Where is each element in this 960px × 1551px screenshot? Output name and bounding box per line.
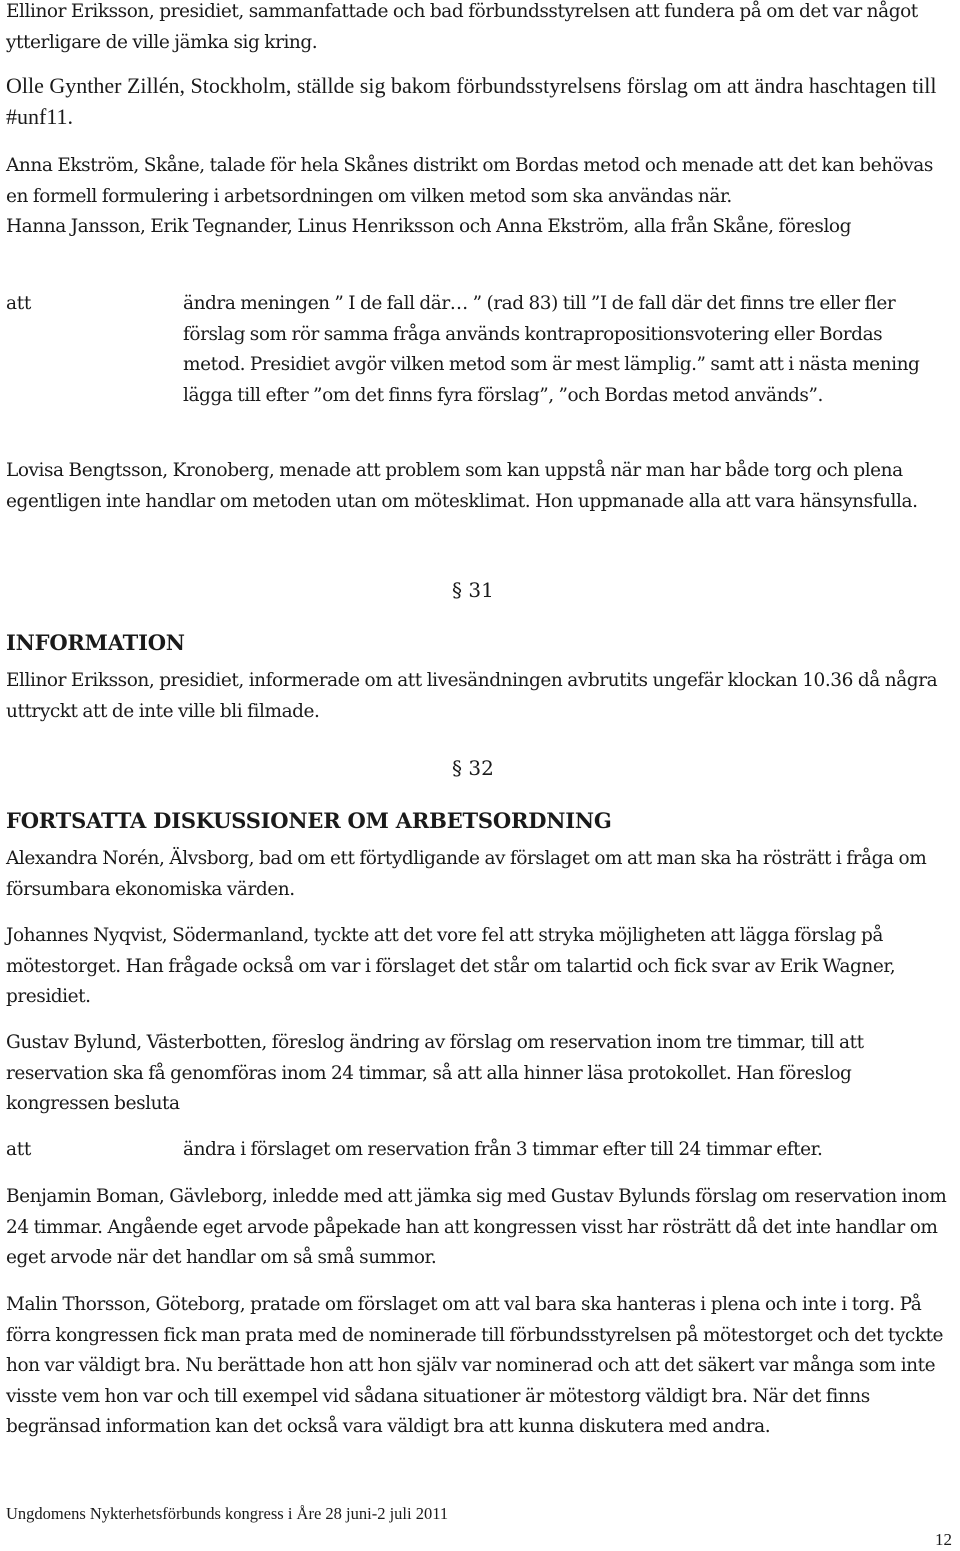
section-heading: INFORMATION xyxy=(6,630,185,655)
section-number: § 32 xyxy=(452,756,494,780)
paragraph: Ellinor Eriksson, presidiet, informerade om att livesändningen avbrutits ungefär klockan 10.36 då några uttryckt att de inte ville bli filmade. xyxy=(6,670,938,722)
section-number: § 31 xyxy=(452,578,494,602)
paragraph: Olle Gynther Zillén, Stockholm, ställde sig bakom förbundsstyrelsens förslag om att ändra haschtagen till #unf11. xyxy=(6,73,937,129)
paragraph: Gustav Bylund, Västerbotten, föreslog ändring av förslag om reservation inom tre timmar, till att reservation ska få genomföras inom 24 timmar, så att alla hinner läsa protokollet. Han föreslog kongressen besluta xyxy=(6,1032,864,1114)
motion-text: ändra i förslaget om reservation från 3 timmar efter till 24 timmar efter. xyxy=(183,1139,823,1160)
section-heading: FORTSATTA DISKUSSIONER OM ARBETSORDNING xyxy=(6,808,612,833)
paragraph: Ellinor Eriksson, presidiet, sammanfattade och bad förbundsstyrelsen att fundera på om det var något ytterligare de ville jämka sig kring. xyxy=(6,1,918,53)
paragraph: Anna Ekström, Skåne, talade för hela Skånes distrikt om Bordas metod och menade att det kan behövas en formell formulering i arbetsordningen om vilken metod som ska användas när. xyxy=(6,155,933,207)
paragraph: Lovisa Bengtsson, Kronoberg, menade att problem som kan uppstå när man har både torg och plena egentligen inte handlar om metoden utan om mötesklimat. Hon uppmanade alla att vara hänsynsfulla. xyxy=(6,460,918,512)
motion-att-label: att xyxy=(6,293,31,314)
page-number: 12 xyxy=(935,1530,952,1549)
motion-att-label: att xyxy=(6,1139,31,1160)
paragraph: Benjamin Boman, Gävleborg, inledde med att jämka sig med Gustav Bylunds förslag om reservation inom 24 timmar. Angående eget arvode påpekade han att kongressen visst har rösträtt då det inte handlar om eget arvode när det handlar om så små summor. xyxy=(6,1186,947,1268)
motion-text: ändra meningen ” I de fall där… ” (rad 83) till ”I de fall där det finns tre eller fler förslag som rör samma fråga används kontrapropositionsvotering eller Bordas metod. Presidiet avgör vilken metod som är mest lämplig.” samt att i nästa mening lägga till efter ”om det finns fyra förslag”, ”och Bordas metod används”. xyxy=(183,293,920,406)
paragraph: Alexandra Norén, Älvsborg, bad om ett förtydligande av förslaget om att man ska ha rösträtt i fråga om försumbara ekonomiska värden. xyxy=(6,848,927,900)
paragraph: Hanna Jansson, Erik Tegnander, Linus Henriksson och Anna Ekström, alla från Skåne, föreslog xyxy=(6,216,851,237)
paragraph: Malin Thorsson, Göteborg, pratade om förslaget om att val bara ska hanteras i plena och inte i torg. På förra kongressen fick man prata med de nominerade till förbundsstyrelsen på mötestorget och det tyckte hon var väldigt bra. Nu berättade hon att hon själv var nominerad och att det säkert var många som inte visste vem hon var och till exempel vid sådana situationer är mötestorg väldigt bra. När det finns begränsad information kan det också vara väldigt bra att kunna diskutera med andra. xyxy=(6,1294,944,1437)
footer-text: Ungdomens Nykterhetsförbunds kongress i Åre 28 juni-2 juli 2011 xyxy=(6,1504,449,1523)
paragraph: Johannes Nyqvist, Södermanland, tyckte att det vore fel att stryka möjligheten att lägga förslag på mötestorget. Han frågade också om var i förslaget det står om talartid och fick svar av Erik Wagner, presidiet. xyxy=(6,925,896,1007)
